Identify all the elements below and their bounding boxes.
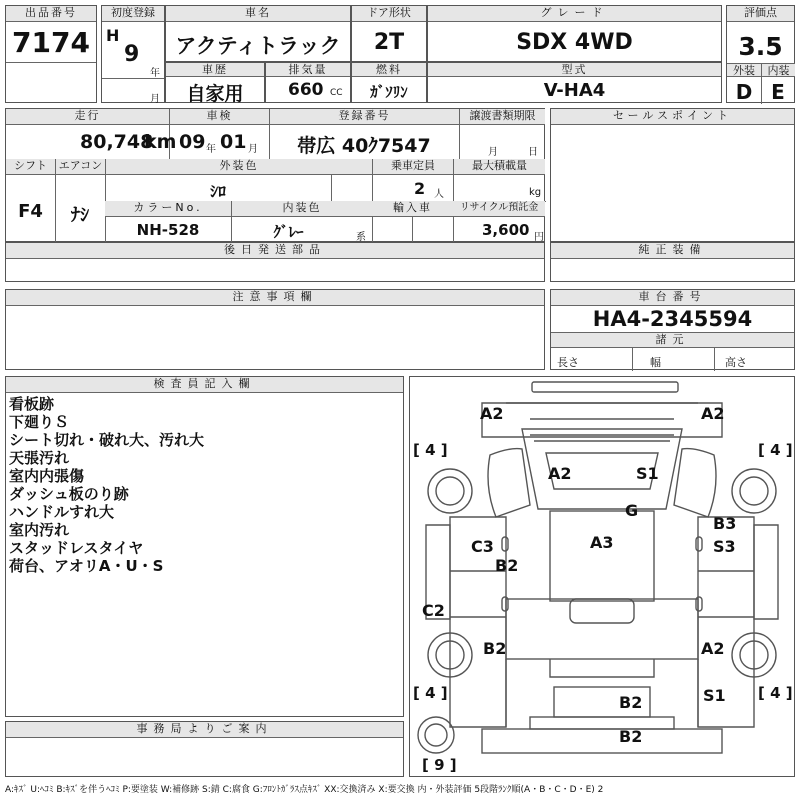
registration-value: 帯広 40ｸ7547 [297, 135, 431, 157]
dmg-front-right: A2 [701, 404, 725, 423]
mileage-value: 80,748 [80, 131, 154, 153]
inspector-note-line: シート切れ・破れ大、汚れ大 [9, 431, 205, 449]
inspector-box [5, 376, 404, 717]
dmg-spare-tire: [ 9 ] [422, 756, 457, 774]
recycle-unit: 円 [534, 232, 544, 243]
dmg-tire-rear-left: [ 4 ] [413, 684, 448, 702]
dmg-cab-s1: S1 [636, 464, 659, 483]
month-unit: 月 [150, 94, 160, 105]
fuel-value: ｶﾞｿﾘﾝ [370, 83, 408, 101]
door-type-cell [351, 5, 427, 62]
inspection-year-value: 09 [179, 131, 206, 153]
legend-text: A:ｷｽﾞ U:ﾍｺﾐ B:ｷｽﾞを伴うﾍｺﾐ P:要塗装 W:補修跡 S:錆 C:腐食 G:ﾌﾛﾝﾄｶﾞﾗｽ点ｷｽﾞ XX:交換済み X:要交換 内・外装評価 5段階ﾗﾝｸ順(A・B・C・D・E) 2 [5, 785, 604, 795]
interior-color-header: 内装色 [231, 201, 372, 217]
inspector-note-line: 下廻りＳ [9, 413, 70, 431]
transfer-day: 日 [528, 147, 538, 158]
capacity-value: 2 [414, 179, 426, 198]
displacement-value: 660 [288, 80, 324, 100]
max-load-header: 最大積載量 [453, 159, 545, 175]
dmg-tailgate-b2: B2 [619, 727, 643, 746]
inspection-month-value: 01 [220, 131, 247, 153]
dmg-glass-g: G [625, 501, 639, 520]
inspector-note-line: ハンドルすれ大 [9, 503, 115, 521]
inspector-header: 検査員記入欄 [6, 377, 403, 393]
first-registration-header: 初度登録 [102, 6, 164, 22]
damage-diagram [409, 376, 795, 777]
car-name-header: 車名 [166, 6, 350, 22]
interior-color-unit: 系 [356, 232, 366, 243]
dmg-bed-left-b2: B2 [483, 639, 507, 658]
chassis-value: HA4-2345594 [592, 307, 753, 331]
door-type-header: ドア形状 [352, 6, 426, 22]
exterior-grade-value: D [735, 80, 753, 104]
office-box [5, 721, 404, 777]
vehicle-detail-table [5, 108, 545, 242]
lot-number-header: 出品番号 [6, 6, 96, 22]
exterior-grade-header: 外装 [727, 63, 761, 77]
equipment-box [550, 242, 795, 282]
dmg-rear-b2: B2 [619, 693, 643, 712]
width-label: 幅 [650, 356, 661, 369]
grade-header: グレード [428, 6, 721, 22]
truck-outline-drawing [410, 377, 794, 776]
displacement-unit: CC [330, 88, 343, 98]
inspection-month-unit: 月 [248, 144, 258, 155]
car-name-cell [165, 5, 351, 62]
aircon-header: エアコン [55, 159, 105, 175]
max-load-unit: kg [529, 187, 542, 198]
dmg-tire-rear-right: [ 4 ] [758, 684, 793, 702]
equipment-header: 純正装備 [551, 243, 794, 259]
inspection-year-unit: 年 [206, 144, 216, 155]
dmg-left-c2: C2 [422, 601, 445, 620]
inspector-note-line: スタッドレスタイヤ [9, 539, 144, 557]
inspector-note-line: ダッシュ板のり跡 [9, 485, 129, 503]
chassis-header: 車台番号 [551, 290, 794, 306]
score-value: 3.5 [738, 32, 783, 61]
fuel-cell [351, 62, 427, 103]
inspector-notes-list [9, 395, 399, 575]
recycle-value: 3,600 [482, 221, 530, 239]
exterior-color-header: 外装色 [105, 159, 372, 175]
later-parts-box [5, 242, 545, 282]
model-code-cell [427, 62, 722, 103]
recycle-header: リサイクル預託金 [453, 201, 545, 217]
transfer-docs-header: 譲渡書類期限 [459, 109, 545, 125]
year-unit: 年 [150, 68, 160, 79]
transfer-month: 月 [488, 147, 498, 158]
score-cell [726, 5, 795, 103]
dmg-left-b2: B2 [495, 556, 519, 575]
sales-point-box [550, 108, 795, 242]
inspector-note-line: 天張汚れ [9, 449, 70, 467]
dmg-rear-s1: S1 [703, 686, 726, 705]
length-label: 長さ [557, 356, 579, 369]
displacement-cell [265, 62, 351, 103]
registration-header: 登録番号 [269, 109, 459, 125]
interior-grade-value: E [771, 80, 785, 104]
sales-point-header: セールスポイント [551, 109, 794, 125]
inspector-note-line: 室内汚れ [9, 521, 70, 539]
height-label: 高さ [725, 356, 747, 369]
fuel-header: 燃料 [352, 63, 426, 77]
history-value: 自家用 [186, 83, 244, 105]
shift-header: シフト [6, 159, 55, 175]
color-no-value: NH-528 [136, 221, 200, 239]
mileage-header: 走行 [6, 109, 169, 125]
dmg-tire-front-right: [ 4 ] [758, 441, 793, 459]
first-registration-cell [101, 5, 165, 103]
year-value: 9 [124, 42, 140, 67]
office-header: 事務局よりご案内 [6, 722, 403, 738]
notes-box [5, 289, 545, 370]
grade-value: SDX 4WD [516, 30, 633, 55]
car-name-value: アクティトラック [175, 34, 341, 58]
displacement-header: 排気量 [266, 63, 350, 77]
later-parts-header: 後日発送部品 [6, 243, 544, 259]
notes-header: 注意事項欄 [6, 290, 544, 306]
grade-cell [427, 5, 722, 62]
inspection-header: 車検 [169, 109, 269, 125]
capacity-header: 乗車定員 [372, 159, 453, 175]
score-header: 評価点 [727, 6, 794, 22]
dmg-tire-front-left: [ 4 ] [413, 441, 448, 459]
dmg-right-b3: B3 [713, 514, 737, 533]
aircon-value: ﾅｼ [71, 205, 89, 226]
color-no-header: カラーNo. [105, 201, 231, 217]
lot-number-value: 7174 [12, 26, 90, 59]
capacity-unit: 人 [434, 189, 444, 200]
model-code-value: V-HA4 [543, 80, 606, 101]
mileage-unit: km [144, 131, 177, 153]
lot-number-cell [5, 5, 97, 103]
exterior-color-value: ｼﾛ [209, 182, 226, 201]
history-header: 車歴 [166, 63, 264, 77]
door-type-value: 2T [373, 30, 405, 55]
dmg-roof-a3: A3 [590, 533, 614, 552]
inspector-note-line: 看板跡 [9, 395, 55, 413]
import-header: 輸入車 [372, 201, 453, 217]
chassis-box [550, 289, 795, 370]
dmg-left-c3: C3 [471, 537, 494, 556]
inspector-note-line: 室内内張傷 [9, 467, 85, 485]
dmg-front-left: A2 [480, 404, 504, 423]
history-cell [165, 62, 265, 103]
dmg-right-s3: S3 [713, 537, 736, 556]
dmg-bed-right-a2: A2 [701, 639, 725, 658]
era-value: H [106, 26, 120, 45]
interior-color-value: ｸﾞﾚｰ [273, 223, 304, 241]
dimensions-header: 諸元 [551, 332, 794, 348]
inspector-note-line: 荷台、アオリA・U・S [9, 557, 164, 575]
interior-grade-header: 内装 [761, 63, 795, 77]
model-code-header: 型式 [428, 63, 721, 77]
dmg-cab-a2: A2 [548, 464, 572, 483]
shift-value: F4 [18, 201, 43, 222]
